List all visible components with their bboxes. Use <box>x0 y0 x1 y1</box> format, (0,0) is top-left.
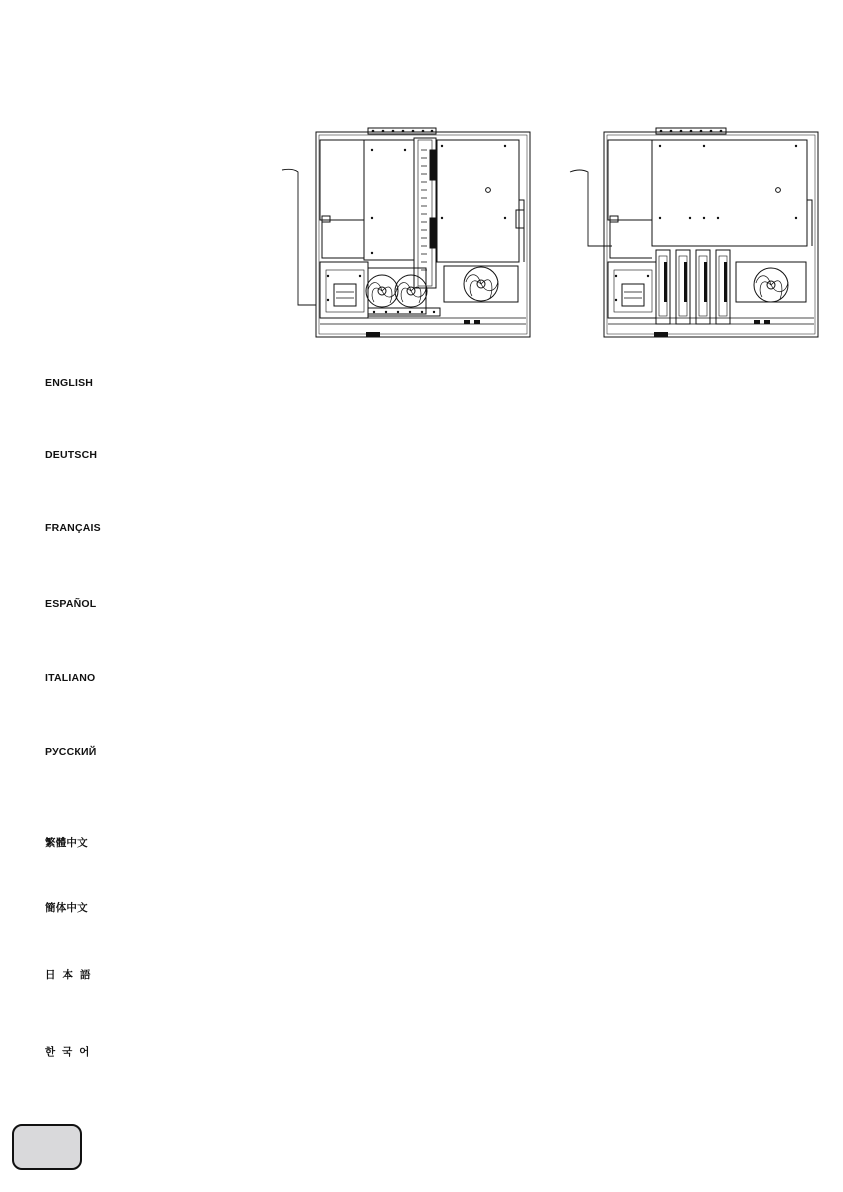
language-label-korean: 한국어 <box>45 1046 97 1058</box>
language-label-simplified-chinese: 簡体中文 <box>45 902 88 914</box>
language-label-russian: РУССКИЙ <box>45 746 97 758</box>
language-label-deutsch: DEUTSCH <box>45 449 98 461</box>
language-label-espanol: ESPAÑOL <box>45 598 97 610</box>
language-label-italiano: ITALIANO <box>45 672 96 684</box>
language-label-francais: FRANÇAIS <box>45 522 101 534</box>
language-label-english: ENGLISH <box>45 377 94 389</box>
page-number-badge <box>12 1124 82 1170</box>
figures-area <box>0 0 843 360</box>
case-diagram-right <box>570 128 818 337</box>
language-label-traditional-chinese: 繁體中文 <box>45 837 88 849</box>
language-label-japanese: 日本語 <box>45 969 98 981</box>
case-diagram-left <box>282 128 530 337</box>
